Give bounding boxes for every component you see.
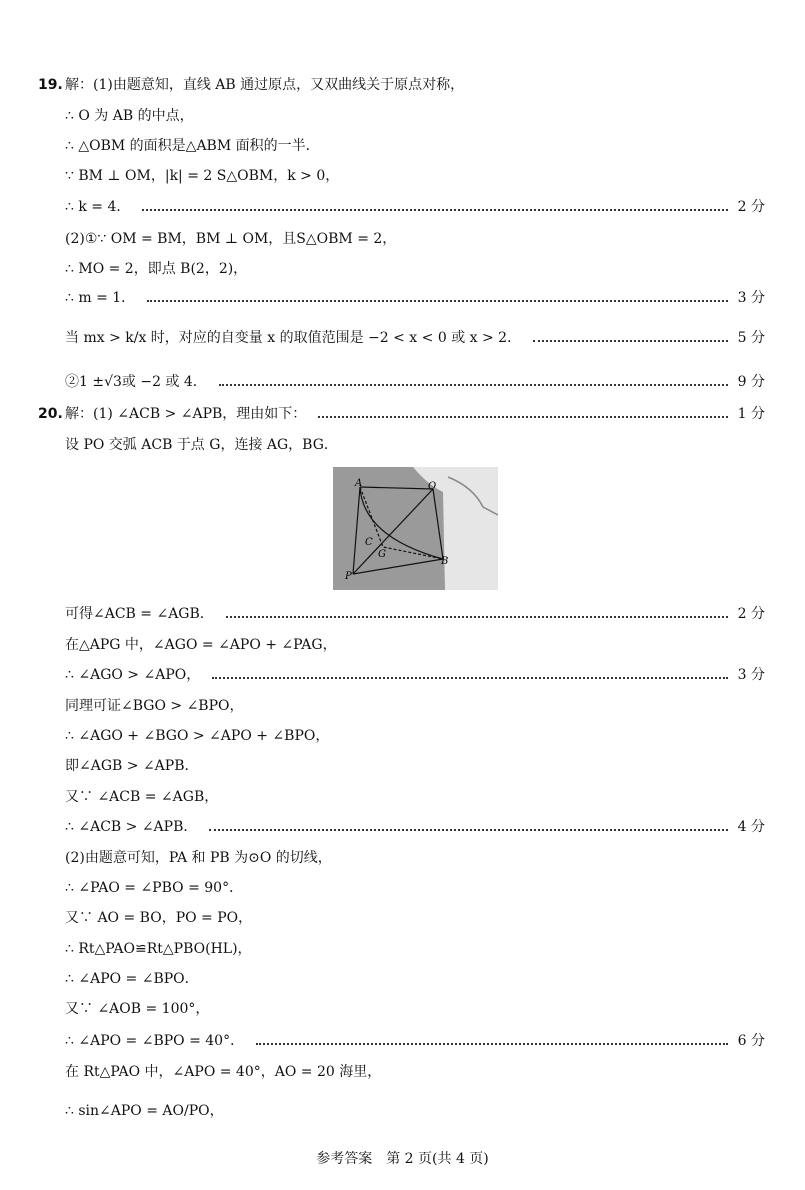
- score-label: 1 分: [737, 406, 765, 422]
- score-label: 4 分: [737, 819, 765, 835]
- label-g: G: [378, 549, 386, 560]
- answer-text: ∴ k = 4．: [65, 199, 131, 215]
- answer-line: [0, 133, 805, 159]
- leader-dots: [147, 300, 728, 302]
- score-label: 2 分: [737, 606, 765, 622]
- score-label: 9 分: [737, 374, 765, 390]
- answer-line: [0, 226, 805, 252]
- leader-dots: [219, 384, 728, 386]
- answer-line: [0, 632, 805, 658]
- score-label: 2 分: [737, 199, 765, 215]
- answer-line: [0, 845, 805, 871]
- answer-line: [0, 753, 805, 779]
- answer-line: [0, 285, 805, 311]
- answer-text: ∴ m = 1．: [65, 290, 136, 306]
- answer-text: ∴ ∠APO = ∠BPO．: [65, 971, 199, 987]
- answer-line: [0, 662, 805, 688]
- answer-text: 又∵ ∠ACB = ∠AGB，: [65, 789, 219, 805]
- answer-text: 同理可证∠BGO > ∠BPO，: [65, 698, 244, 714]
- answer-line: [0, 194, 805, 220]
- question-number: 19.: [38, 77, 63, 93]
- label-c: C: [365, 537, 373, 548]
- leader-dots: [142, 209, 728, 211]
- answer-line: [0, 369, 805, 395]
- answer-text: 又∵ AO = BO，PO = PO，: [65, 910, 253, 926]
- answer-line: [0, 103, 805, 129]
- answer-line: [0, 693, 805, 719]
- answer-text: 可得∠ACB = ∠AGB．: [65, 606, 214, 622]
- answer-line: [0, 966, 805, 992]
- answer-text: ∴ △OBM 的面积是△ABM 面积的一半．: [65, 138, 320, 154]
- page-footer: 参考答案 第 2 页(共 4 页): [316, 1151, 489, 1167]
- answer-text: 即∠AGB > ∠APB．: [65, 758, 199, 774]
- leader-dots: [226, 616, 728, 618]
- answer-text: (2)①∵ OM = BM，BM ⊥ OM，且S△OBM = 2，: [65, 231, 397, 247]
- answer-line: [0, 72, 805, 98]
- answer-text: ∴ ∠AGO + ∠BGO > ∠APO + ∠BPO，: [65, 728, 330, 744]
- answer-text: 当 mx > k/x 时，对应的自变量 x 的取值范围是 −2 < x < 0 或 x > 2．: [65, 330, 522, 346]
- answer-line: [0, 905, 805, 931]
- answer-line: [0, 723, 805, 749]
- answer-text: 解：(1)由题意知，直线 AB 通过原点，又双曲线关于原点对称，: [65, 77, 465, 93]
- leader-dots: [533, 340, 728, 342]
- answer-text: 又∵ ∠AOB = 100°，: [65, 1001, 210, 1017]
- answer-line: [0, 936, 805, 962]
- label-b: B: [441, 556, 449, 567]
- leader-dots: [209, 829, 728, 831]
- answer-line: [0, 401, 805, 427]
- geometry-figure: [333, 467, 498, 590]
- label-p: P: [345, 571, 352, 582]
- answer-line: [0, 601, 805, 627]
- answer-line: [0, 325, 805, 351]
- answer-line: [0, 814, 805, 840]
- answer-line: [0, 1059, 805, 1085]
- score-label: 6 分: [737, 1033, 765, 1049]
- score-label: 5 分: [737, 330, 765, 346]
- answer-line: [0, 163, 805, 189]
- answer-text: (2)由题意可知，PA 和 PB 为⊙O 的切线，: [65, 850, 332, 866]
- leader-dots: [212, 677, 728, 679]
- answer-line: [0, 996, 805, 1022]
- answer-text: ②1 ±√3或 −2 或 4．: [65, 374, 207, 390]
- answer-line: [0, 256, 805, 282]
- answer-text: 解：(1) ∠ACB > ∠APB，理由如下：: [65, 406, 307, 422]
- answer-text: ∵ BM ⊥ OM，|k| = 2 S△OBM，k > 0，: [65, 168, 340, 184]
- answer-line: [0, 1028, 805, 1054]
- label-a: A: [355, 478, 363, 489]
- answer-text: 设 PO 交弧 ACB 于点 G，连接 AG，BG．: [65, 437, 338, 453]
- leader-dots: [318, 416, 728, 418]
- answer-text: ∴ ∠AGO > ∠APO，: [65, 667, 201, 683]
- answer-text: ∴ ∠ACB > ∠APB．: [65, 819, 198, 835]
- answer-text: ∴ MO = 2，即点 B(2，2)，: [65, 261, 248, 277]
- score-label: 3 分: [737, 667, 765, 683]
- answer-text: ∴ ∠PAO = ∠PBO = 90°．: [65, 880, 244, 896]
- answer-text: 在 Rt△PAO 中，∠APO = 40°，AO = 20 海里，: [65, 1064, 382, 1080]
- answer-text: ∴ ∠APO = ∠BPO = 40°．: [65, 1033, 245, 1049]
- answer-line: [0, 875, 805, 901]
- leader-dots: [256, 1043, 728, 1045]
- question-number: 20.: [38, 406, 63, 422]
- answer-text: ∴ Rt△PAO≌Rt△PBO(HL)，: [65, 941, 252, 957]
- answer-line: [0, 432, 805, 458]
- answer-text: ∴ O 为 AB 的中点，: [65, 108, 194, 124]
- answer-line: [0, 1098, 805, 1124]
- answer-text: 在△APG 中，∠AGO = ∠APO + ∠PAG，: [65, 637, 337, 653]
- score-label: 3 分: [737, 290, 765, 306]
- answer-line: [0, 784, 805, 810]
- label-o: O: [428, 481, 437, 492]
- answer-text: ∴ sin∠APO = AO/PO，: [65, 1103, 224, 1119]
